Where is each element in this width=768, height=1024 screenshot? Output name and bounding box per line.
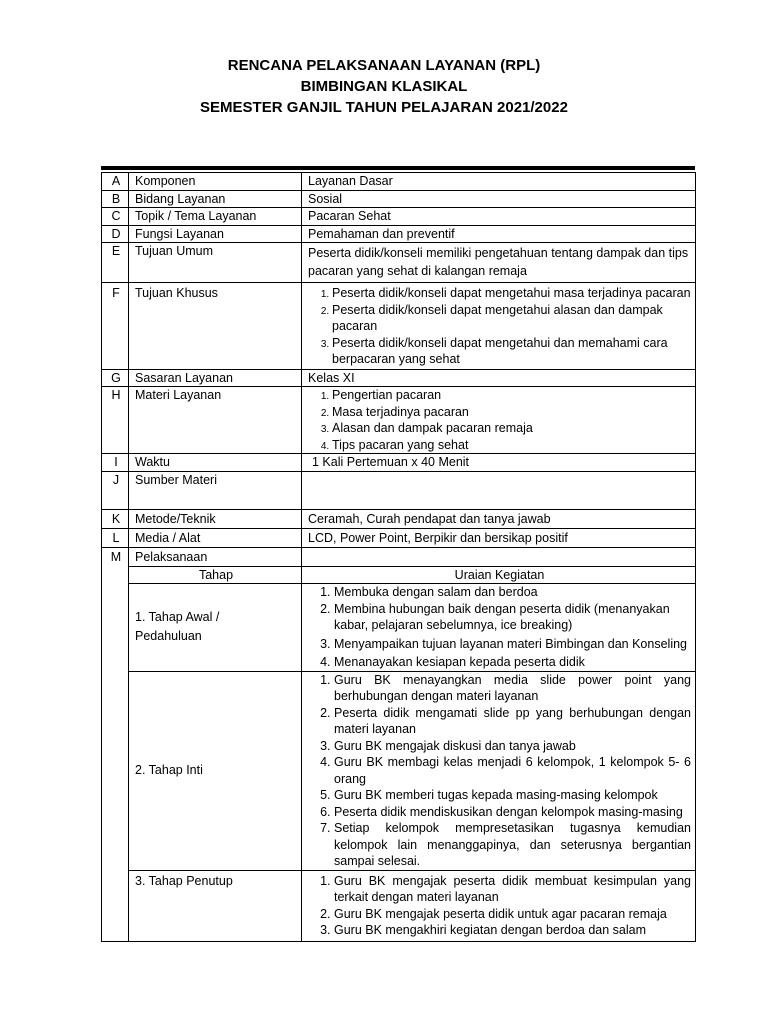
row-label: Topik / Tema Layanan bbox=[129, 208, 302, 226]
row-value: Layanan Dasar bbox=[302, 173, 696, 191]
materi-layanan-list bbox=[308, 387, 691, 453]
table-row bbox=[102, 369, 696, 387]
row-letter: K bbox=[102, 509, 129, 528]
list-item: 2. Masa terjadinya pacaran bbox=[332, 404, 691, 421]
row-value: Pemahaman dan preventif bbox=[302, 225, 696, 243]
list-item: 3. Menyampaikan tujuan layanan materi Bimbingan dan Konseling bbox=[334, 636, 691, 653]
row-value bbox=[302, 547, 696, 566]
row-letter: J bbox=[102, 471, 129, 509]
table-row bbox=[102, 225, 696, 243]
row-label: Tujuan Umum bbox=[129, 243, 302, 283]
list-item: 1. Guru BK mengajak peserta didik membuat kesimpulan yang terkait dengan materi layanan bbox=[334, 873, 691, 906]
list-item: 4. Menanayakan kesiapan kepada peserta didik bbox=[334, 654, 691, 671]
rpl-table bbox=[101, 172, 696, 942]
row-letter: A bbox=[102, 173, 129, 191]
row-label: Sumber Materi bbox=[129, 471, 302, 509]
list-item: 3. Peserta didik/konseli dapat mengetahui dan memahami cara berpacaran yang sehat bbox=[332, 335, 691, 368]
tahap-awal-label: 1. Tahap Awal / Pedahuluan bbox=[129, 584, 302, 672]
list-item: 1. Peserta didik/konseli dapat mengetahui masa terjadinya pacaran bbox=[332, 285, 691, 302]
row-value: Pacaran Sehat bbox=[302, 208, 696, 226]
row-letter: M bbox=[102, 547, 129, 941]
list-item: 3. Guru BK mengakhiri kegiatan dengan berdoa dan salam bbox=[334, 922, 691, 939]
table-row bbox=[102, 190, 696, 208]
list-item: 2. Guru BK mengajak peserta didik untuk agar pacaran remaja bbox=[334, 906, 691, 923]
list-item: 3. Guru BK mengajak diskusi dan tanya jawab bbox=[334, 738, 691, 755]
table-row bbox=[102, 509, 696, 528]
list-item: 2. Peserta didik/konseli dapat mengetahui alasan dan dampak pacaran bbox=[332, 302, 691, 335]
row-label: Waktu bbox=[129, 454, 302, 472]
list-item: 2. Membina hubungan baik dengan peserta didik (menanyakan kabar, pelajaran sebelumnya, ice breaking) bbox=[334, 601, 691, 634]
list-item: 4. Tips pacaran yang sehat bbox=[332, 437, 691, 454]
row-letter: G bbox=[102, 369, 129, 387]
tahap-inti-kegiatan bbox=[302, 671, 696, 870]
row-letter: F bbox=[102, 283, 129, 370]
tahap-awal-kegiatan bbox=[302, 584, 696, 672]
column-header-tahap: Tahap bbox=[129, 566, 302, 584]
row-value: Ceramah, Curah pendapat dan tanya jawab bbox=[302, 509, 696, 528]
column-header-uraian: Uraian Kegiatan bbox=[302, 566, 696, 584]
row-label: Bidang Layanan bbox=[129, 190, 302, 208]
list-item: 1. Pengertian pacaran bbox=[332, 387, 691, 404]
row-value bbox=[302, 387, 696, 454]
table-row bbox=[102, 208, 696, 226]
tahap-inti-label: 2. Tahap Inti bbox=[129, 671, 302, 870]
table-row bbox=[102, 584, 696, 672]
table-row bbox=[102, 387, 696, 454]
table-row bbox=[102, 528, 696, 547]
list-item: 2. Peserta didik mengamati slide pp yang berhubungan dengan materi layanan bbox=[334, 705, 691, 738]
table-row bbox=[102, 870, 696, 941]
row-letter: B bbox=[102, 190, 129, 208]
row-letter: D bbox=[102, 225, 129, 243]
table-row bbox=[102, 471, 696, 509]
row-value: Sosial bbox=[302, 190, 696, 208]
table-row bbox=[102, 173, 696, 191]
row-label: Pelaksanaan bbox=[129, 547, 302, 566]
row-label: Sasaran Layanan bbox=[129, 369, 302, 387]
row-value: 1 Kali Pertemuan x 40 Menit bbox=[302, 454, 696, 472]
list-item: 7. Setiap kelompok mempresetasikan tugasnya kemudian kelompok lain menanggapinya, dan seterusnya bergantian sampai selesai. bbox=[334, 820, 691, 870]
table-row bbox=[102, 671, 696, 870]
list-item: 1. Membuka dengan salam dan berdoa bbox=[334, 584, 691, 601]
row-value bbox=[302, 283, 696, 370]
tujuan-khusus-list bbox=[308, 285, 691, 368]
list-item: 5. Guru BK memberi tugas kepada masing-masing kelompok bbox=[334, 787, 691, 804]
title-line-3: SEMESTER GANJIL TAHUN PELAJARAN 2021/2022 bbox=[200, 99, 568, 116]
row-value: LCD, Power Point, Berpikir dan bersikap positif bbox=[302, 528, 696, 547]
tahap-penutup-list bbox=[308, 873, 691, 939]
row-label: Fungsi Layanan bbox=[129, 225, 302, 243]
table-row bbox=[102, 454, 696, 472]
tahap-awal-list bbox=[308, 584, 691, 671]
list-item: 4. Guru BK membagi kelas menjadi 6 kelompok, 1 kelompok 5- 6 orang bbox=[334, 754, 691, 787]
title-line-1: RENCANA PELAKSANAAN LAYANAN (RPL) bbox=[227, 57, 541, 74]
table-row bbox=[102, 243, 696, 283]
tahap-inti-list bbox=[308, 672, 691, 870]
table-top-rule bbox=[101, 166, 695, 170]
row-letter: H bbox=[102, 387, 129, 454]
row-label: Komponen bbox=[129, 173, 302, 191]
list-item: 3. Alasan dan dampak pacaran remaja bbox=[332, 420, 691, 437]
tahap-penutup-kegiatan bbox=[302, 870, 696, 941]
row-letter: E bbox=[102, 243, 129, 283]
list-item: 6. Peserta didik mendiskusikan dengan kelompok masing-masing bbox=[334, 804, 691, 821]
pelaksanaan-header-row bbox=[102, 566, 696, 584]
row-letter: I bbox=[102, 454, 129, 472]
row-label: Materi Layanan bbox=[129, 387, 302, 454]
title-line-2: BIMBINGAN KLASIKAL bbox=[300, 78, 468, 95]
row-value: Kelas XI bbox=[302, 369, 696, 387]
row-value: Peserta didik/konseli memiliki pengetahuan tentang dampak dan tips pacaran yang sehat di kalangan remaja bbox=[302, 243, 696, 283]
document-title bbox=[0, 55, 768, 118]
list-item: 1. Guru BK menayangkan media slide power point yang berhubungan dengan materi layanan bbox=[334, 672, 691, 705]
tahap-penutup-label: 3. Tahap Penutup bbox=[129, 870, 302, 941]
row-label: Tujuan Khusus bbox=[129, 283, 302, 370]
table-row bbox=[102, 283, 696, 370]
row-label: Media / Alat bbox=[129, 528, 302, 547]
row-letter: C bbox=[102, 208, 129, 226]
row-value bbox=[302, 471, 696, 509]
table-row bbox=[102, 547, 696, 566]
row-label: Metode/Teknik bbox=[129, 509, 302, 528]
row-letter: L bbox=[102, 528, 129, 547]
